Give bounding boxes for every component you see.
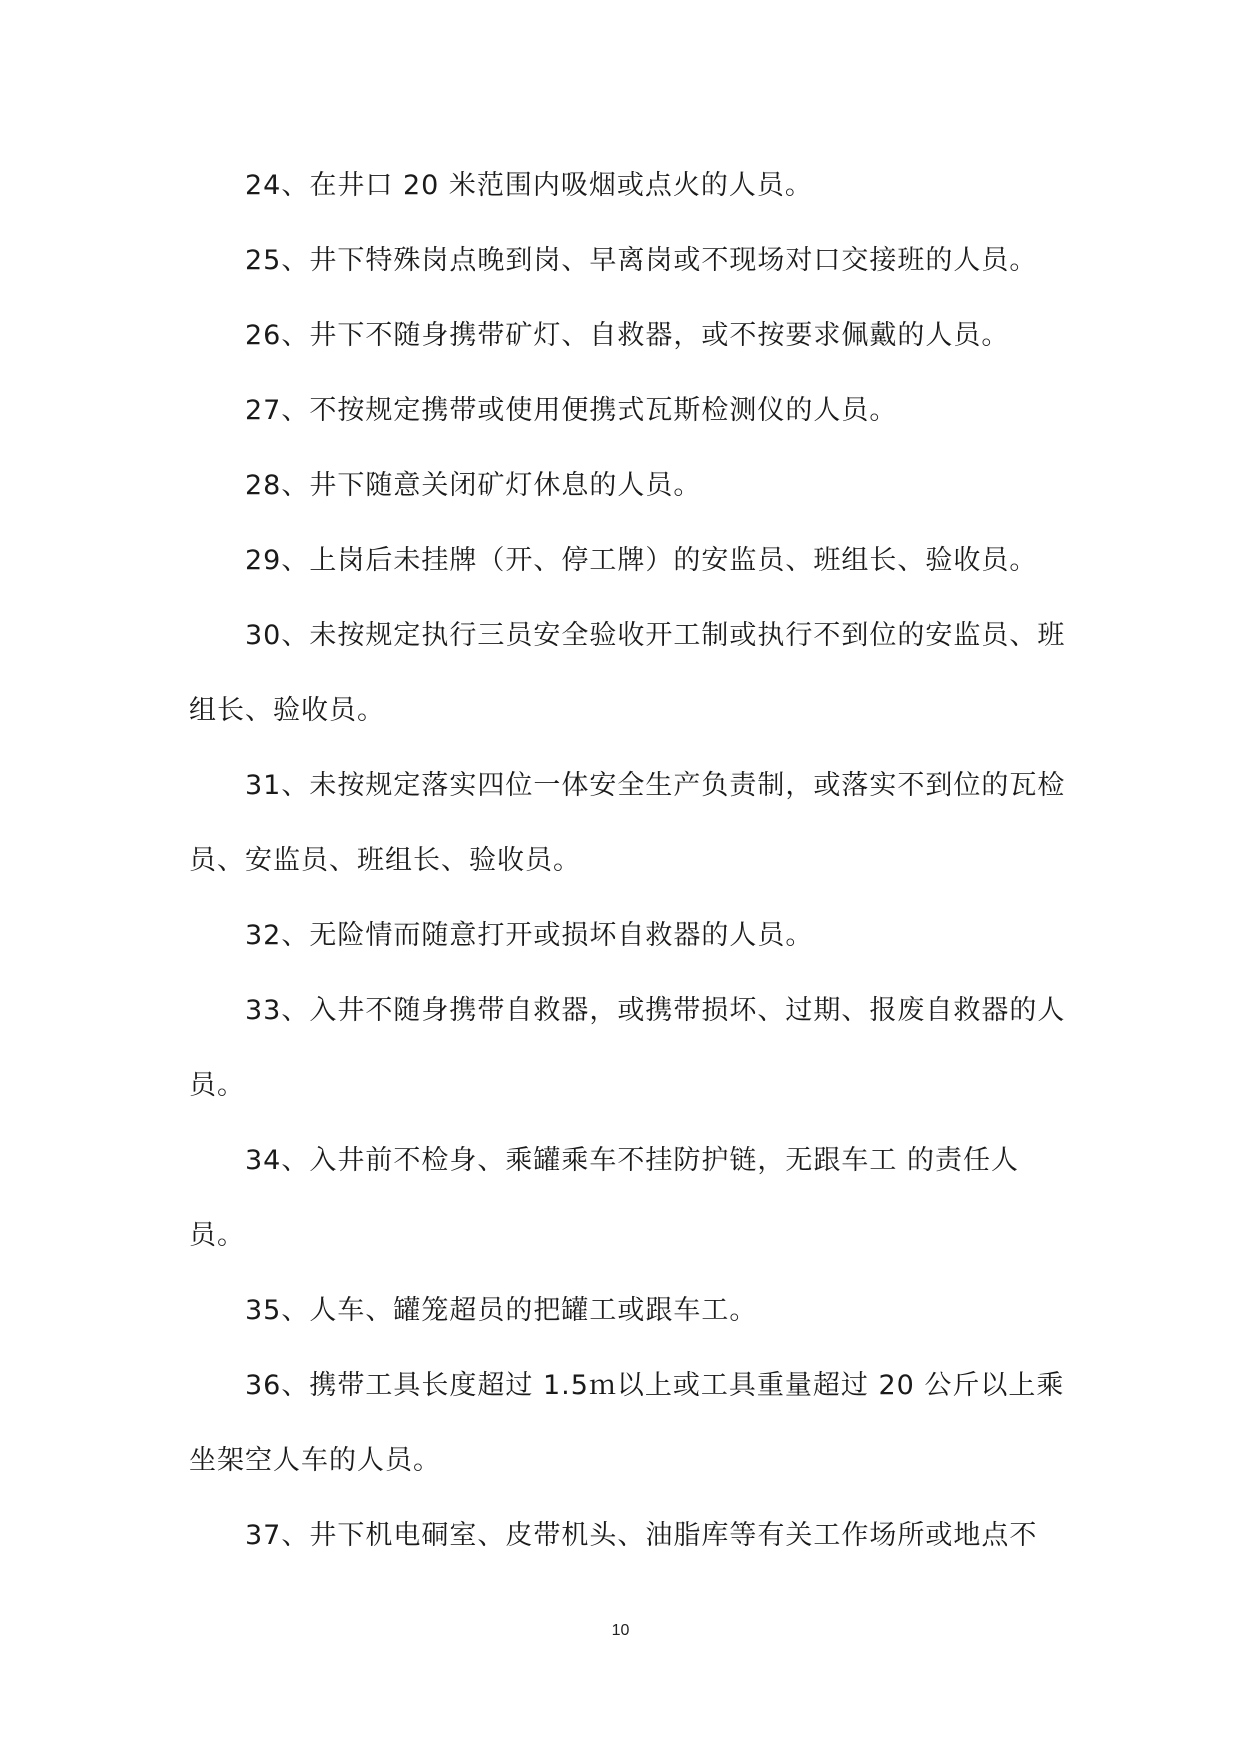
paragraph-36: 36、携带工具长度超过 1.5ｍ以上或工具重量超过 20 公斤以上乘坐架空人车的人员。 — [189, 1370, 1065, 1476]
paragraph-27: 27、不按规定携带或使用便携式瓦斯检测仪的人员。 — [245, 395, 898, 426]
paragraph-24: 24、在井口 20 米范围内吸烟或点火的人员。 — [245, 170, 813, 201]
paragraph-31: 31、未按规定落实四位一体安全生产负责制，或落实不到位的瓦检员、安监员、班组长、验收员。 — [189, 770, 1066, 876]
page-number: 10 — [611, 1622, 630, 1639]
paragraph-34: 34、入井前不检身、乘罐乘车不挂防护链，无跟车工 的责任人员。 — [189, 1145, 1019, 1251]
document-body — [189, 148, 1069, 1573]
paragraph-37: 37、井下机电硐室、皮带机头、油脂库等有关工作场所或地点不 — [245, 1520, 1038, 1551]
paragraph-35: 35、人车、罐笼超员的把罐工或跟车工。 — [245, 1295, 758, 1326]
paragraph-32: 32、无险情而随意打开或损坏自救器的人员。 — [245, 920, 814, 951]
paragraph-25: 25、井下特殊岗点晚到岗、早离岗或不现场对口交接班的人员。 — [245, 245, 1038, 276]
paragraph-26: 26、井下不随身携带矿灯、自救器，或不按要求佩戴的人员。 — [245, 320, 1010, 351]
paragraph-30: 30、未按规定执行三员安全验收开工制或执行不到位的安监员、班组长、验收员。 — [189, 620, 1066, 726]
paragraph-28: 28、井下随意关闭矿灯休息的人员。 — [245, 470, 702, 501]
paragraph-33: 33、入井不随身携带自救器，或携带损坏、过期、报废自救器的人员。 — [189, 995, 1066, 1101]
paragraph-29: 29、上岗后未挂牌（开、停工牌）的安监员、班组长、验收员。 — [245, 545, 1038, 576]
